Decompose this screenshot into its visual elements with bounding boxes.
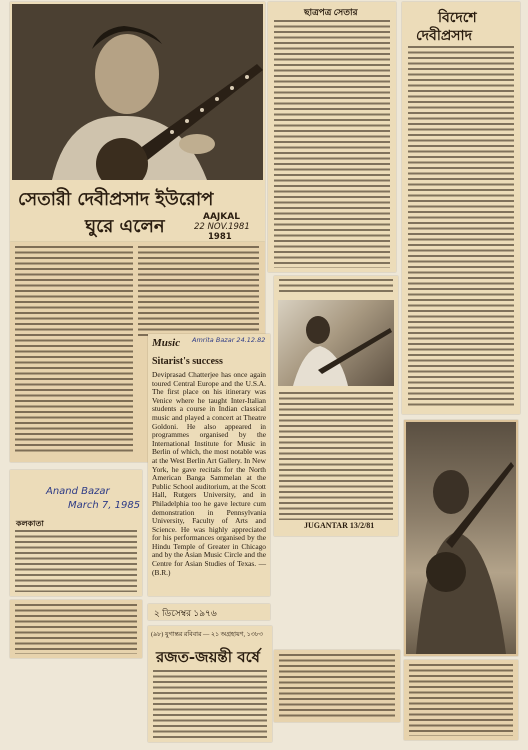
bideshe-clipping	[402, 2, 520, 414]
jugantar-photo	[278, 300, 394, 386]
aajkal-stamp: AAJKAL	[203, 212, 240, 222]
jugantar-top-text	[279, 279, 393, 295]
small-left-body	[15, 604, 137, 654]
anandabazar-body	[15, 530, 137, 592]
date-label-clipping	[148, 604, 270, 620]
chhatrapatra-title: ছাত্রপত্র সেতার	[304, 7, 358, 17]
chhatrapatra-clipping	[268, 2, 396, 272]
performance-photo-clipping	[404, 420, 518, 656]
anandabazar-note-line1: Anand Bazar	[46, 486, 110, 497]
young-sitarist-illustration	[278, 300, 394, 386]
performance-photo	[406, 422, 516, 654]
jugantar-body	[279, 392, 393, 520]
rajat-jayanti-clipping	[148, 626, 272, 742]
aajkal-clipping	[10, 2, 265, 242]
main-headline-line2: ঘুরে এলেন	[85, 216, 165, 237]
aajkal-body-right-column	[138, 246, 259, 336]
bideshe-body	[408, 46, 514, 408]
music-headline: Sitarist's success	[152, 356, 223, 367]
music-section-label: Music	[152, 337, 181, 349]
anandabazar-clipping	[10, 470, 142, 596]
bottom-text-body	[279, 654, 395, 718]
anandabazar-label: কলকাতা	[16, 519, 44, 528]
music-clipping	[148, 334, 270, 596]
caption-clipping	[404, 660, 518, 740]
rajat-headline: রজত-জয়ন্তী বর্ষে	[156, 648, 260, 666]
sitarist-photo	[12, 4, 263, 180]
date-label-text: ২ ডিসেম্বর ১৯৭৬	[154, 608, 217, 618]
caption-body	[409, 664, 513, 736]
music-source-date: Amrita Bazar 24.12.82	[192, 336, 266, 344]
aajkal-body-left-column	[15, 246, 133, 454]
bottom-text-clipping	[274, 650, 400, 722]
rajat-body	[153, 670, 267, 738]
jugantar-stamp: JUGANTAR 13/2/81	[304, 521, 375, 530]
chhatrapatra-body	[274, 20, 390, 268]
anandabazar-note-line2: March 7, 1985	[68, 500, 141, 511]
bideshe-headline-line1: বিদেশে	[438, 10, 477, 26]
bideshe-headline-line2: দেবীপ্রসাদ	[416, 28, 472, 44]
aajkal-year: 1981	[208, 232, 232, 242]
main-headline-line1: সেতারী দেবীপ্রসাদ ইউরোপ	[18, 189, 214, 210]
aajkal-date: 22 NOV.1981	[194, 222, 250, 232]
performer-illustration	[406, 422, 516, 654]
jugantar-clipping	[274, 276, 398, 536]
sitar-player-illustration	[12, 4, 263, 180]
music-article-body: Deviprasad Chatterjee has once again toured Central Europe and the U.S.A. The first place on his itinerary was Venice where he taught Inter-Italian students a course in Indian classical music and played a concert at Theatre Goldoni. He also appeared in programmes organised by the International Institute for Music in Berlin of which, the most notable was at the West Berlin Art Gallery. In New York, he gave recitals for the North American Banga Sammelan at the Public School auditorium, at the Scott Hall, Rutgers University, and in Philadelphia too he gave lecture cum demonstration in Pennsylvania University, Faculty of Arts and Science. He was highly appreciated for his performances organised by the Hindu Temple of Greater in Chicago and by the Asian Music Circle and the Centre for Asian Studies of Texas. — (B.R.)	[152, 370, 266, 577]
small-left-clipping	[10, 600, 142, 658]
rajat-dateline: (৯৮) যুগান্তর রবিবার — ২১ অগ্রহায়ণ, ১৩৮৩	[151, 631, 263, 638]
